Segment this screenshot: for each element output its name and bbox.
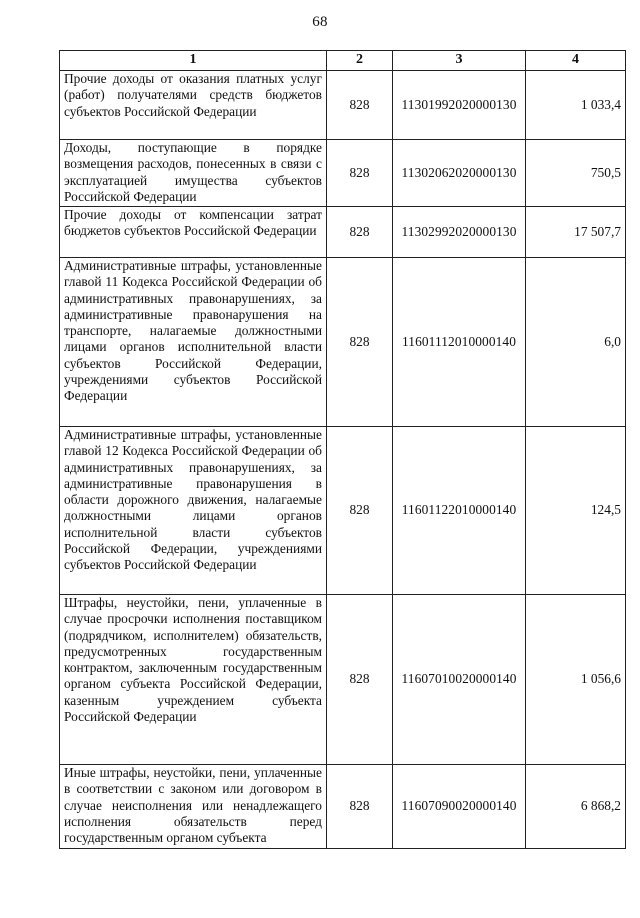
column-header-name: 1: [60, 51, 327, 71]
amount-cell: 1 033,4: [526, 71, 626, 140]
budget-code-cell: 11601112010000140: [393, 258, 526, 427]
amount-cell: 1 056,6: [526, 595, 626, 765]
budget-code-cell: 11601122010000140: [393, 427, 526, 595]
budget-code-cell: 11301992020000130: [393, 71, 526, 140]
admin-code-cell: 828: [327, 427, 393, 595]
table-row: [60, 427, 626, 595]
budget-code-cell: 11302062020000130: [393, 140, 526, 207]
table-row: [60, 765, 626, 849]
amount-cell: 124,5: [526, 427, 626, 595]
budget-code-cell: 11607010020000140: [393, 595, 526, 765]
column-header-code: 3: [393, 51, 526, 71]
admin-code-cell: 828: [327, 140, 393, 207]
table-header-row: [60, 51, 626, 71]
revenue-name-cell: Прочие доходы от компенсации затрат бюджетов субъектов Российской Федерации: [60, 207, 327, 258]
table-row: [60, 140, 626, 207]
admin-code-cell: 828: [327, 71, 393, 140]
amount-cell: 17 507,7: [526, 207, 626, 258]
column-header-amount: 4: [526, 51, 626, 71]
column-header-admin: 2: [327, 51, 393, 71]
revenue-name-cell: Иные штрафы, неустойки, пени, уплаченные в соответствии с законом или договором в случае неисполнения или ненадлежащего исполнения обязательств перед государственным органом субъекта: [60, 765, 327, 849]
revenue-name-cell: Прочие доходы от оказания платных услуг (работ) получателями средств бюджетов субъектов Российской Федерации: [60, 71, 327, 140]
revenue-name-cell: Административные штрафы, установленные главой 12 Кодекса Российской Федерации об административных правонарушениях, за административные правонарушения в области дорожного движения, налагаемые должностными лицами органов исполнительной власти субъектов Российской Федерации, учреждениями субъектов Российской Федерации: [60, 427, 327, 595]
page-number: 68: [312, 14, 328, 30]
admin-code-cell: 828: [327, 207, 393, 258]
table-row: [60, 595, 626, 765]
revenue-name-cell: Штрафы, неустойки, пени, уплаченные в случае просрочки исполнения поставщиком (подрядчиком, исполнителем) обязательств, предусмотренных государственным контрактом, заключенным государственным органом субъекта Российской Федерации, казенным учреждением субъекта Российской Федерации: [60, 595, 327, 765]
admin-code-cell: 828: [327, 258, 393, 427]
amount-cell: 6 868,2: [526, 765, 626, 849]
budget-code-cell: 11607090020000140: [393, 765, 526, 849]
amount-cell: 750,5: [526, 140, 626, 207]
budget-code-cell: 11302992020000130: [393, 207, 526, 258]
revenue-table: [59, 50, 626, 849]
table-row: [60, 71, 626, 140]
revenue-name-cell: Административные штрафы, установленные главой 11 Кодекса Российской Федерации об административных правонарушениях, за административные правонарушения на транспорте, налагаемые должностными лицами органов исполнительной власти субъектов Российской Федерации, учреждениями субъектов Российской Федерации: [60, 258, 327, 427]
revenue-name-cell: Доходы, поступающие в порядке возмещения расходов, понесенных в связи с эксплуатацией имущества субъектов Российской Федерации: [60, 140, 327, 207]
admin-code-cell: 828: [327, 595, 393, 765]
table-row: [60, 258, 626, 427]
admin-code-cell: 828: [327, 765, 393, 849]
amount-cell: 6,0: [526, 258, 626, 427]
table-row: [60, 207, 626, 258]
